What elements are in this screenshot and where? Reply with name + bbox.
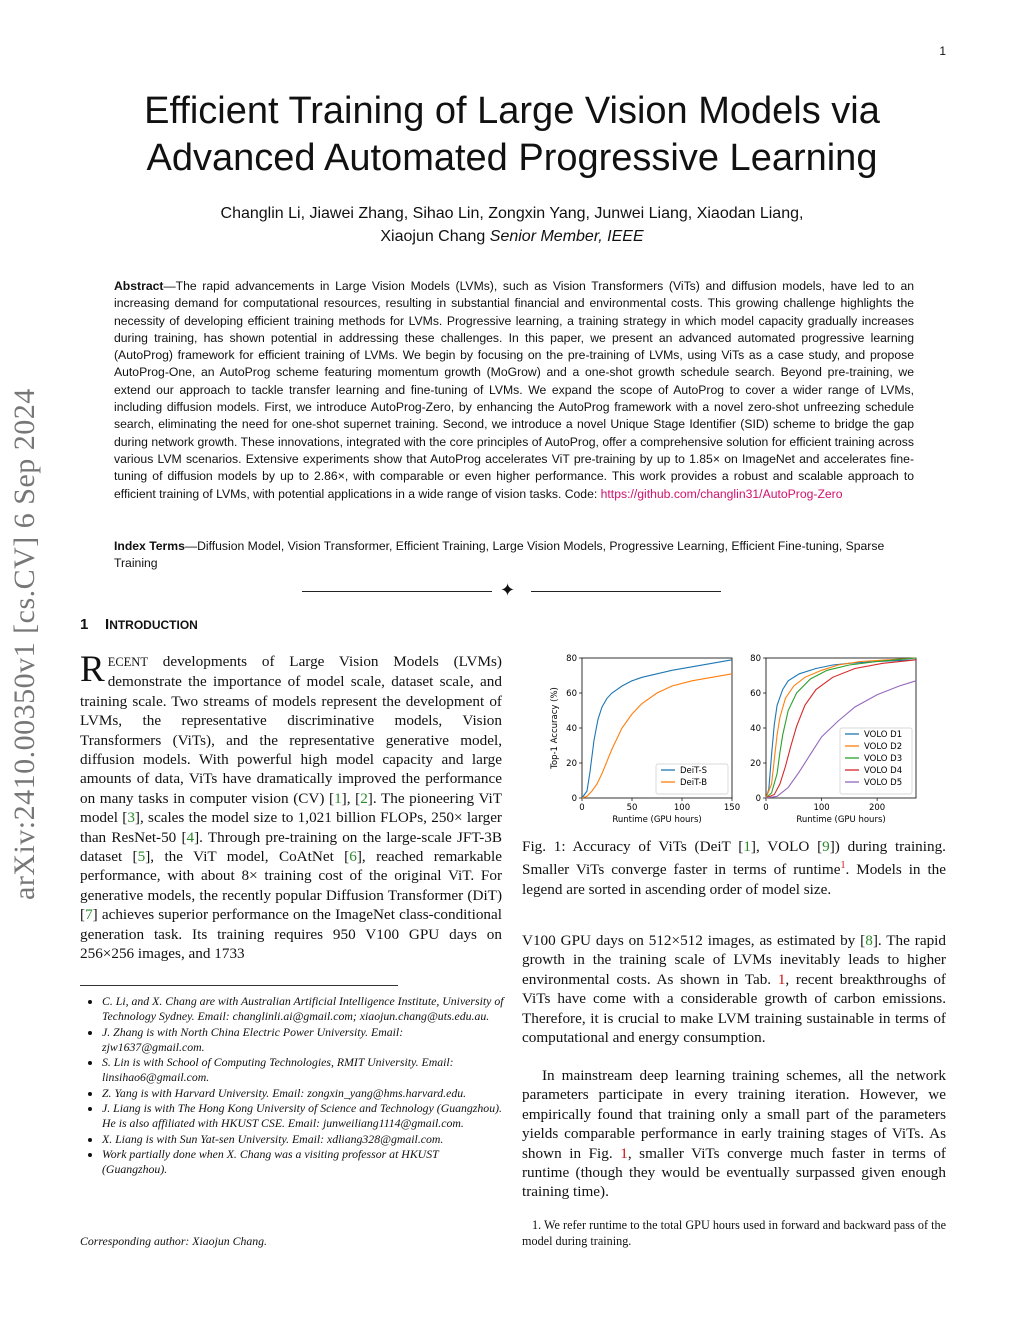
x-axis-label: Runtime (GPU hours) [796,815,886,825]
y-tick-label: 0 [571,794,577,804]
affiliation-item: • Z. Yang is with Harvard University. Email: zongxin_yang@hms.harvard.edu. [102,1086,504,1101]
affiliation-item: • J. Liang is with The Hong Kong University of Science and Technology (Guangzhou). He is also affiliated with HKUST CSE. Email: junweiliang1114@gmail.com. [102,1101,504,1132]
affiliation-item: • C. Li, and X. Chang are with Australian Artificial Intelligence Institute, University of Technology Sydney. Email: changlinli.ai@gmail.com; xiaojun.chang@uts.edu.au. [102,994,504,1025]
citation-link[interactable]: 6 [349,848,357,866]
y-tick-label: 40 [566,724,577,734]
y-tick-label: 60 [566,689,577,699]
affiliation-item: • J. Zhang is with North China Electric Power University. Email: zjw1637@gmail.com. [102,1025,504,1056]
smallcaps-word: ECENT [107,655,148,669]
paper-title [0,88,1024,182]
abstract-text: —The rapid advancements in Large Vision Models (LVMs), such as Vision Transformers (ViTs) and diffusion models, have led to an increasing demand for computational resources, resulting in substantial financial and environmental costs. This growing challenge highlights the necessity of developing efficient training methods for LVMs. Progressive learning, a training strategy in which model capacity gradually increases during training, has shown potential in addressing these challenges. In this paper, we present an advanced automated progressive learning (AutoProg) framework for efficient training of LVMs. We begin by focusing on the pre-training of LVMs, using ViTs as a case study, and propose AutoProg-One, an AutoProg scheme featuring momentum growth (MoGrow) and a one-shot growth schedule search. Beyond pre-training, we extend our approach to tackle transfer learning and fine-tuning of LVMs. We expand the scope of AutoProg to cover a wider range of LVMs, including diffusion models. First, we introduce AutoProg-Zero, by enhancing the AutoProg framework with a novel zero-shot unfreezing schedule search, eliminating the need for one-shot supernet training. Second, we introduce a novel Unique Stage Identifier (SID) scheme to bridge the gap during network growth. These innovations, integrated with the core principles of AutoProg, offer a comprehensive solution for efficient training across various LVM scenarios. Extensive experiments show that AutoProg accelerates ViT pre-training by up to 1.85× on ImageNet and accelerates fine-tuning of diffusion models by up to 2.86×, with comparable or even higher performance. This work provides a robust and scalable approach to efficient training of LVMs, with potential applications in a wide range of vision tasks. Code: [114,279,914,501]
table-ref-link[interactable]: 1 [777,970,786,988]
citation-link[interactable]: 7 [85,906,93,924]
index-text: —Diffusion Model, Vision Transformer, Efficient Training, Large Vision Models, Progressive Learning, Efficient Fine-tuning, Sparse Training [114,539,885,571]
legend-label: VOLO D5 [864,778,903,788]
footnote: 1. We refer runtime to the total GPU hours used in forward and backward pass of the model during training. [522,1218,946,1248]
p2-text-1: V100 GPU days on 512×512 images, as estimated by [ [522,932,866,949]
index-terms [114,538,914,573]
caption-text-4: . Models in the legend are sorted in ascending order of model size. [522,861,946,898]
dropcap: R [80,649,105,690]
authors-line-1: Changlin Li, Jiawei Zhang, Sihao Lin, Zongxin Yang, Junwei Liang, Xiaodan Liang, [220,205,804,222]
intro-text-6: ], the ViT model, CoAtNet [ [145,848,350,866]
affiliation-item: • X. Liang is with Sun Yat-sen University. Email: xdliang328@gmail.com. [102,1132,504,1147]
p3-text-1: In mainstream deep learning training schemes, all the network parameters participate in every training iteration. However, we empirically found that training only a small part of the parameters yields comparable performance in early training stages of ViTs. As shown in Fig. [522,1067,946,1162]
citation-link[interactable]: 1 [334,789,342,807]
abstract-label: Abstract [114,279,164,293]
caption-text-2: ], VOLO [ [750,838,823,855]
intro-text-3: ]. The pioneering ViT model [ [80,789,502,827]
authors [0,202,1024,248]
y-tick-label: 20 [750,759,761,769]
x-tick-label: 100 [813,803,830,813]
intro-paragraph [80,649,502,964]
legend-label: DeiT-B [680,778,708,788]
citation-link[interactable]: 5 [137,848,146,866]
figure-1 [545,650,945,828]
separator-line-right [531,591,721,592]
separator-line-left [302,591,492,592]
intro-text-4: ], scales the model size to 1,021 billion FLOPs, 250× larger than ResNet-50 [ [80,809,502,846]
affiliation-list [80,994,504,1178]
section-initial: I [105,616,110,633]
author-last: Xiaojun Chang [380,228,486,245]
author-role: Senior Member, IEEE [489,228,644,245]
y-tick-label: 20 [566,759,577,769]
x-axis-label: Runtime (GPU hours) [612,815,702,825]
y-tick-label: 80 [750,654,761,664]
citation-link[interactable]: 3 [127,809,135,827]
page-number: 1 [939,44,946,58]
legend-label: VOLO D3 [864,754,903,764]
caption-text-1: Fig. 1: Accuracy of ViTs (DeiT [ [522,838,744,855]
legend-label: DeiT-S [680,766,708,776]
figure-ref-link[interactable]: 1 [620,1144,628,1162]
intro-text-7: ], reached remarkable performance, with about 8× training cost of the original ViT. For generative models, the recently popular Diffusion Transformer (DiT) [ [80,848,502,924]
x-tick-label: 200 [868,803,886,813]
code-link[interactable]: https://github.com/changlin31/AutoProg-Zero [600,486,843,501]
citation-link[interactable]: 1 [743,838,751,855]
legend-label: VOLO D1 [864,730,903,740]
intro-text-2: ], [ [341,789,361,807]
col2-paragraph-2 [522,1066,946,1202]
affiliation-item: • Work partially done when X. Chang was a visiting professor at HKUST (Guangzhou). [102,1147,504,1178]
x-tick-label: 0 [579,803,585,813]
y-tick-label: 40 [750,724,761,734]
section-rest: NTRODUCTION [109,618,198,632]
corresponding-author: Corresponding author: Xiaojun Chang. [80,1234,268,1248]
figure-caption [522,837,946,899]
x-tick-label: 0 [763,803,769,813]
title-line-2: Advanced Automated Progressive Learning [146,137,878,179]
section-number: 1 [80,616,89,633]
legend-label: VOLO D2 [864,742,903,752]
intro-text-1: developments of Large Vision Models (LVMs) demonstrate the importance of model scale, dataset scale, and training scale. Two streams of models represent the development of LVMs, the representative discriminative models, Vision Transformers (ViTs), and the representative generative model, diffusion models. With powerful high model capacity and large amounts of data, ViTs have dramatically improved the performance on many tasks in computer vision (CV) [ [80,653,502,807]
affiliation-item: • S. Lin is with School of Computing Technologies, RMIT University. Email: linsihao6@gmail.com. [102,1055,504,1086]
authors-line-2 [0,225,1024,248]
y-tick-label: 60 [750,689,761,699]
abstract [114,278,914,503]
citation-link[interactable]: 8 [865,932,873,949]
citation-link[interactable]: 9 [822,838,830,855]
y-axis-label: Top-1 Accuracy (%) [550,687,560,769]
caption-text-3: ]) during training. Smaller ViTs converge faster in terms of runtime [522,838,946,879]
intro-text-8: ] achieves superior performance on the ImageNet class-conditional generation task. Its training requires 950 V100 GPU days on 256×256 images, and 1733 [80,906,502,963]
section-heading [80,616,198,633]
y-tick-label: 80 [566,654,577,664]
citation-link[interactable]: 2 [360,789,368,807]
legend-label: VOLO D4 [864,766,903,776]
arxiv-stamp: arXiv:2410.00350v1 [cs.CV] 6 Sep 2024 [8,388,41,900]
citation-link[interactable]: 4 [186,828,195,846]
p2-text-3: , recent breakthroughs of ViTs have come with a considerable growth of carbon emissions. Therefore, it is crucial to make LVM training sustainable in terms of computational and energy consumption. [522,970,946,1047]
x-tick-label: 50 [626,803,638,813]
title-line-1: Efficient Training of Large Vision Models via [144,90,880,132]
y-tick-label: 0 [755,794,761,804]
footnote-marker[interactable]: 1 [840,860,846,872]
col2-paragraph-1 [522,931,946,1047]
footnote-rule [80,985,398,986]
index-label: Index Terms [114,539,185,553]
p2-text-2: ]. The rapid growth in the training scale of LVMs inevitably leads to higher environmental costs. As shown in Tab. [522,932,946,988]
affiliations [80,994,504,1178]
intro-text-5: ]. Through pre-training on the large-scale JFT-3B dataset [ [80,828,502,866]
x-tick-label: 100 [673,803,691,813]
p3-text-2: , smaller ViTs converge much faster in terms of runtime (though they would be eventually surpassed given enough training time). [522,1144,946,1201]
x-tick-label: 150 [723,803,741,813]
separator-star-icon: ✦ [500,580,516,600]
